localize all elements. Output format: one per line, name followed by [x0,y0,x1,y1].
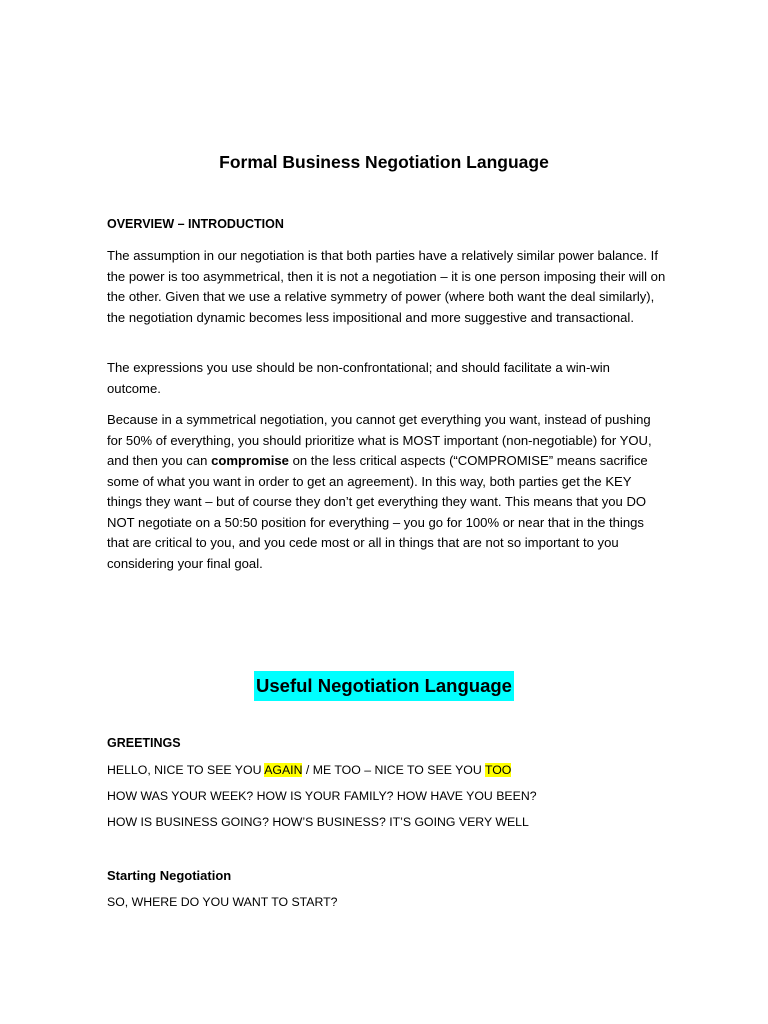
greeting-line-3: HOW IS BUSINESS GOING? HOW’S BUSINESS? IT’S GOING VERY WELL [107,815,529,829]
intro-paragraph-2: The expressions you use should be non-confrontational; and should facilitate a win-win outcome. [107,360,610,396]
greeting-line-2: HOW WAS YOUR WEEK? HOW IS YOUR FAMILY? HOW HAVE YOU BEEN? [107,789,537,803]
greeting-line-1-text-a: HELLO, NICE TO SEE YOU [107,763,265,777]
greeting-line-1-text-b: / ME TOO – NICE TO SEE YOU [302,763,485,777]
highlight-too: TOO [484,763,512,777]
document-title: Formal Business Negotiation Language [219,152,549,172]
starting-line-1: SO, WHERE DO YOU WANT TO START? [107,895,338,909]
paragraph-3-text-b: on the less critical aspects (“COMPROMISE” means sacrifice some of what you want in order to get an agreement). In this way, both parties get the KEY things they want – but of course they don’t get everything they want. This means that you DO NOT negotiate on a 50:50 position for everything – you go for 100% or near that in the things that are critical to you, and you cede most or all in things that are not so important to you considering your final goal. [107,453,648,571]
starting-negotiation-label: Starting Negotiation [107,868,232,883]
intro-paragraph-3 [107,410,667,574]
highlight-again: AGAIN [264,763,303,777]
useful-language-heading: Useful Negotiation Language [254,671,514,701]
intro-paragraph-1: The assumption in our negotiation is that both parties have a relatively similar power balance. If the power is too asymmetrical, then it is not a negotiation – it is one person imposing their will on the other. Given that we use a relative symmetry of power (where both want the deal similarly), the negotiation dynamic becomes less impositional and more suggestive and transactional. [107,248,666,325]
paragraph-3-text-a: Because in a symmetrical negotiation, you cannot get everything you want, instead of pushing for 50% of everything, you should prioritize what is MOST important (non-negotiable) for YOU, and then you can [107,412,652,468]
compromise-emphasis: compromise [211,453,289,468]
greetings-label: GREETINGS [107,736,181,750]
overview-label: OVERVIEW – INTRODUCTION [107,217,284,231]
greeting-line-1 [107,763,511,777]
section-heading-wrapper [0,671,768,701]
